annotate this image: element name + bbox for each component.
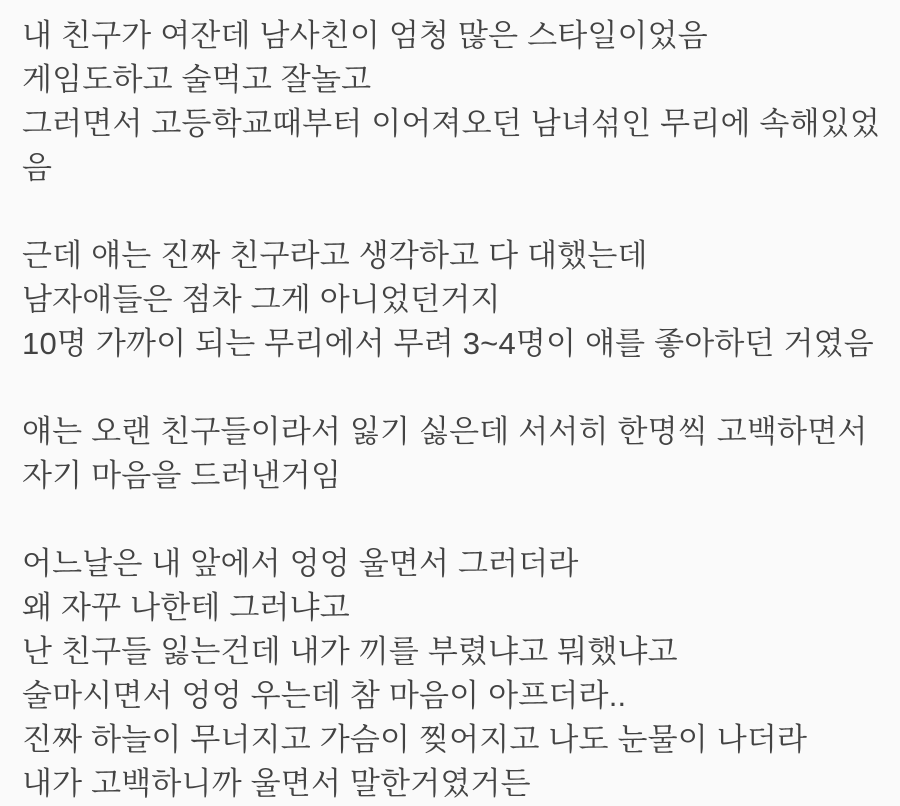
text-line: 게임도하고 술먹고 잘놀고 xyxy=(22,62,372,97)
paragraph-situation xyxy=(22,234,882,366)
text-line: 진짜 하늘이 무너지고 가슴이 찢어지고 나도 눈물이 나더라 xyxy=(22,722,808,757)
text-line: 그러면서 고등학교때부터 이어져오던 남녀섞인 무리에 속해있었음 xyxy=(22,106,881,185)
paragraph-confessions xyxy=(22,410,882,498)
text-line: 10명 가까이 되는 무리에서 무려 3~4명이 얘를 좋아하던 거였음 xyxy=(22,326,874,361)
text-line: 내 친구가 여잔데 남사친이 엄청 많은 스타일이었음 xyxy=(22,18,708,53)
paragraph-intro xyxy=(22,14,882,190)
paragraph-crying xyxy=(22,542,882,806)
text-line: 근데 얘는 진짜 친구라고 생각하고 다 대했는데 xyxy=(22,238,648,273)
text-line: 어느날은 내 앞에서 엉엉 울면서 그러더라 xyxy=(22,546,579,581)
text-line: 얘는 오랜 친구들이라서 잃기 싫은데 서서히 한명씩 고백하면서 자기 마음을 드러낸거임 xyxy=(22,414,877,493)
text-line: 난 친구들 잃는건데 내가 끼를 부렸냐고 뭐했냐고 xyxy=(22,634,678,669)
text-line: 왜 자꾸 나한테 그러냐고 xyxy=(22,590,350,625)
text-line: 술마시면서 엉엉 우는데 참 마음이 아프더라.. xyxy=(22,678,627,713)
text-line: 내가 고백하니까 울면서 말한거였거든 xyxy=(22,766,531,801)
text-line: 남자애들은 점차 그게 아니었던거지 xyxy=(22,282,501,317)
